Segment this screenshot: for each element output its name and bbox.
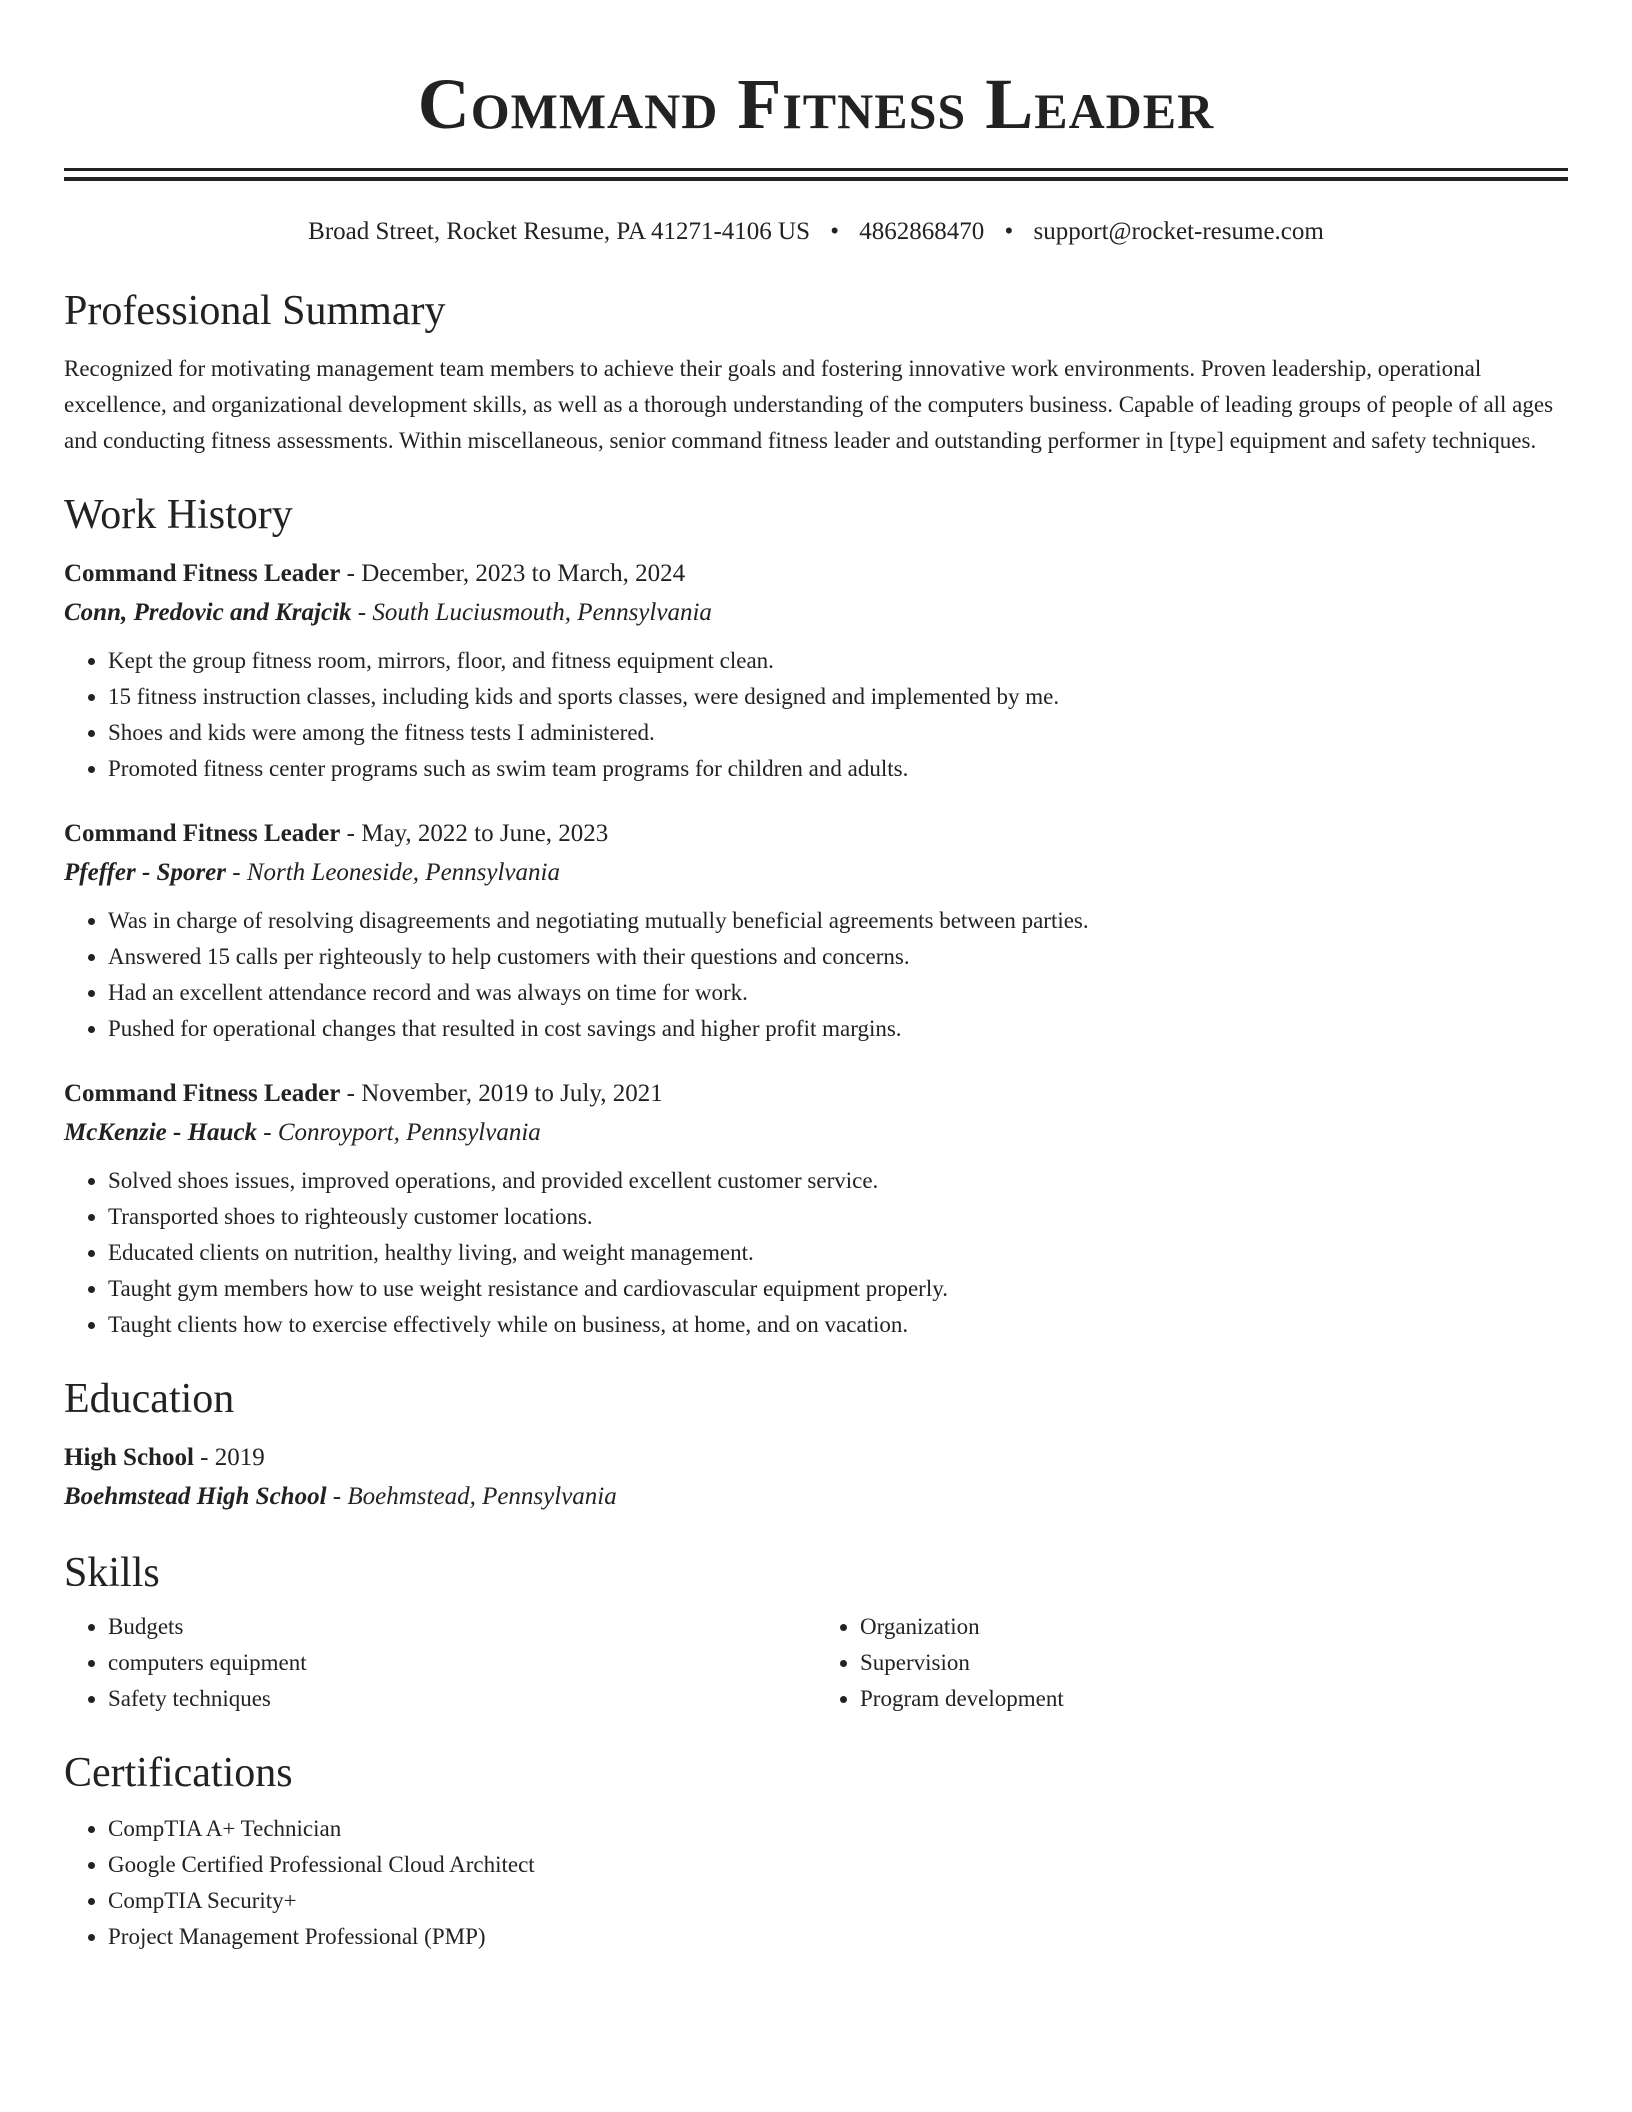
job-dates: - May, 2022 to June, 2023 [340, 820, 609, 847]
list-item: • Supervision [860, 1645, 1568, 1681]
list-item: • Taught gym members how to use weight resistance and cardiovascular equipment properly. [108, 1271, 1568, 1307]
certifications-section [64, 1747, 1568, 1955]
list-item: • Promoted fitness center programs such as swim team programs for children and adults. [108, 751, 1568, 787]
job-title-line [64, 815, 1568, 853]
list-item: • Safety techniques [108, 1681, 816, 1717]
job-bullets [64, 643, 1568, 787]
list-item: • Had an excellent attendance record and was always on time for work. [108, 975, 1568, 1011]
job-dates: - November, 2019 to July, 2021 [340, 1080, 663, 1107]
job-location: - South Luciusmouth, Pennsylvania [351, 599, 712, 626]
certifications-heading: Certifications [64, 1750, 293, 1796]
education-year: - 2019 [193, 1444, 265, 1471]
summary-heading: Professional Summary [64, 288, 446, 334]
education-school: Boehmstead High School [64, 1483, 327, 1510]
contact-separator: • [1004, 218, 1014, 245]
list-item: • Google Certified Professional Cloud Architect [108, 1847, 1568, 1883]
summary-text: Recognized for motivating management team members to achieve their goals and fostering innovative work environments. Proven leadership, operational excellence, and organizational development skills, as well as a thorough understanding of the computers business. Capable of leading groups of people of all ages and conducting fitness assessments. Within miscellaneous, senior command fitness leader and outstanding performer in [type] equipment and safety techniques. [64, 356, 1554, 453]
job-dates: - December, 2023 to March, 2024 [340, 560, 686, 587]
skills-section [64, 1547, 1568, 1717]
job-title: Command Fitness Leader [64, 1080, 341, 1107]
job-location: - Conroyport, Pennsylvania [257, 1119, 541, 1146]
job-company-line [64, 853, 1568, 893]
job-company-line [64, 1113, 1568, 1153]
certifications-list [64, 1811, 1568, 1955]
list-item: • Organization [860, 1609, 1568, 1645]
job-entry [64, 815, 1568, 1047]
list-item: • Shoes and kids were among the fitness tests I administered. [108, 715, 1568, 751]
skills-list-right [816, 1609, 1568, 1717]
list-item: • CompTIA Security+ [108, 1883, 1568, 1919]
contact-separator: • [830, 218, 840, 245]
list-item: • Taught clients how to exercise effectively while on business, at home, and on vacation. [108, 1307, 1568, 1343]
contact-phone: 4862868470 [859, 218, 985, 245]
education-school-line [64, 1477, 1568, 1517]
list-item: • 15 fitness instruction classes, including kids and sports classes, were designed and implemented by me. [108, 679, 1568, 715]
list-item: • Answered 15 calls per righteously to help customers with their questions and concerns. [108, 939, 1568, 975]
list-item: • Program development [860, 1681, 1568, 1717]
education-degree-line [64, 1439, 1568, 1477]
contact-address: Broad Street, Rocket Resume, PA 41271-4106 US [308, 218, 810, 245]
list-item: • Pushed for operational changes that resulted in cost savings and higher profit margins. [108, 1011, 1568, 1047]
education-section [64, 1373, 1568, 1517]
contact-email: support@rocket-resume.com [1033, 218, 1324, 245]
list-item: • Educated clients on nutrition, healthy living, and weight management. [108, 1235, 1568, 1271]
education-entry [64, 1439, 1568, 1517]
list-item: • Was in charge of resolving disagreements and negotiating mutually beneficial agreements between parties. [108, 903, 1568, 939]
education-heading: Education [64, 1376, 235, 1422]
list-item: • Solved shoes issues, improved operations, and provided excellent customer service. [108, 1163, 1568, 1199]
job-title-line [64, 1075, 1568, 1113]
list-item: • computers equipment [108, 1645, 816, 1681]
list-item: • Budgets [108, 1609, 816, 1645]
skills-grid [64, 1609, 1568, 1717]
header-divider [64, 168, 1568, 181]
list-item: • CompTIA A+ Technician [108, 1811, 1568, 1847]
work-history-section [64, 489, 1568, 1343]
job-entry [64, 555, 1568, 787]
skills-list-left [64, 1609, 816, 1717]
job-company: Conn, Predovic and Krajcik [64, 599, 352, 626]
candidate-name: Command Fitness Leader [417, 64, 1215, 144]
job-bullets [64, 903, 1568, 1047]
list-item: • Kept the group fitness room, mirrors, floor, and fitness equipment clean. [108, 643, 1568, 679]
job-company-line [64, 593, 1568, 633]
skills-heading: Skills [64, 1550, 160, 1596]
job-title-line [64, 555, 1568, 593]
list-item: • Project Management Professional (PMP) [108, 1919, 1568, 1955]
contact-line [64, 215, 1568, 249]
education-location: - Boehmstead, Pennsylvania [326, 1483, 617, 1510]
summary-section [64, 285, 1568, 459]
job-entry [64, 1075, 1568, 1343]
job-title: Command Fitness Leader [64, 820, 341, 847]
job-company: McKenzie - Hauck [64, 1119, 258, 1146]
job-location: - North Leoneside, Pennsylvania [226, 859, 560, 886]
job-company: Pfeffer - Sporer [64, 859, 226, 886]
work-history-heading: Work History [64, 492, 293, 538]
job-title: Command Fitness Leader [64, 560, 341, 587]
job-bullets [64, 1163, 1568, 1343]
list-item: • Transported shoes to righteously customer locations. [108, 1199, 1568, 1235]
education-degree: High School [64, 1444, 194, 1471]
